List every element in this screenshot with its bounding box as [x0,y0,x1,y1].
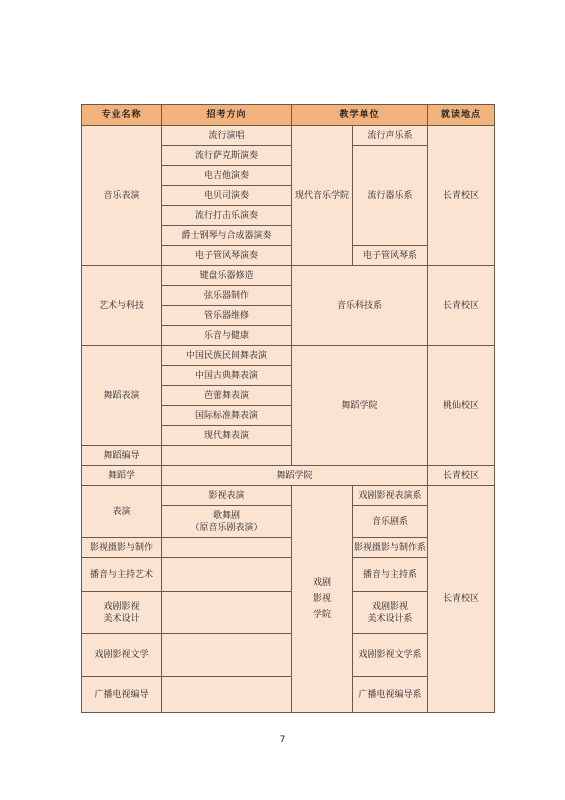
dept-line: 美术设计系 [367,613,413,624]
unit-music-tech: 音乐科技系 [292,266,428,346]
direction-cell-empty [162,634,292,677]
major-tv-directing: 广播电视编导 [82,677,162,713]
unit-dance-school: 舞蹈学院 [162,466,428,486]
major-line: 美术设计 [103,613,140,624]
direction-cell: 爵士钢琴与合成器演奏 [162,226,292,246]
major-design [82,592,162,634]
dept-cell: 电子管风琴系 [353,246,428,266]
header-campus: 就读地点 [428,105,495,126]
major-broadcasting: 播音与主持艺术 [82,558,162,592]
major-line: 戏剧影视 [103,601,140,612]
table-row [82,486,495,506]
major-dance: 舞蹈表演 [82,346,162,446]
direction-cell: 电贝司演奏 [162,186,292,206]
dept-cell: 戏剧影视表演系 [353,486,428,506]
page-number: 7 [279,735,286,745]
unit-line: 影视 [312,594,331,604]
direction-cell: 弦乐器制作 [162,286,292,306]
campus-cell: 长青校区 [428,266,495,346]
direction-cell-empty [162,538,292,558]
dept-cell: 影视摄影与制作系 [353,538,428,558]
direction-cell: 电子管风琴演奏 [162,246,292,266]
table-row [82,466,495,486]
direction-cell [162,506,292,538]
major-literature: 戏剧影视文学 [82,634,162,677]
unit-modern-music: 现代音乐学院 [292,126,353,266]
table-row [82,346,495,366]
header-major: 专业名称 [82,105,162,126]
dept-cell: 广播电视编导系 [353,677,428,713]
table-row [82,126,495,146]
major-dance-studies: 舞蹈学 [82,466,162,486]
direction-cell-empty [162,446,292,466]
direction-cell: 流行萨克斯演奏 [162,146,292,166]
dept-cell: 戏剧影视文学系 [353,634,428,677]
majors-table [81,104,495,713]
unit-line: 学院 [312,610,331,620]
direction-cell: 国际标准舞表演 [162,406,292,426]
dept-cell: 流行器乐系 [353,146,428,246]
table-row [82,266,495,286]
major-art-tech: 艺术与科技 [82,266,162,346]
major-choreography: 舞蹈编导 [82,446,162,466]
direction-cell: 现代舞表演 [162,426,292,446]
major-music: 音乐表演 [82,126,162,266]
header-unit: 教学单位 [292,105,428,126]
campus-cell: 桃仙校区 [428,346,495,466]
unit-dance-school: 舞蹈学院 [292,346,428,466]
major-performance: 表演 [82,486,162,538]
header-direction: 招考方向 [162,105,292,126]
dept-cell: 音乐剧系 [353,506,428,538]
direction-cell: 芭蕾舞表演 [162,386,292,406]
direction-cell: 流行演唱 [162,126,292,146]
direction-cell: 乐音与健康 [162,326,292,346]
direction-line: （原音乐剧表演） [190,522,263,533]
dept-line: 戏剧影视 [372,601,409,612]
dept-cell: 播音与主持系 [353,558,428,592]
unit-drama-school [292,486,353,713]
direction-cell-empty [162,558,292,592]
dept-cell [353,592,428,634]
dept-cell: 流行声乐系 [353,126,428,146]
major-photography: 影视摄影与制作 [82,538,162,558]
unit-line: 戏剧 [312,578,331,588]
direction-cell: 管乐器维修 [162,306,292,326]
campus-cell: 长青校区 [428,466,495,486]
direction-cell: 中国古典舞表演 [162,366,292,386]
direction-cell: 中国民族民间舞表演 [162,346,292,366]
direction-cell-empty [162,677,292,713]
direction-line: 歌舞剧 [212,510,240,521]
direction-cell: 键盘乐器修造 [162,266,292,286]
direction-cell: 流行打击乐演奏 [162,206,292,226]
direction-cell: 影视表演 [162,486,292,506]
header-row [82,105,495,126]
direction-cell-empty [162,592,292,634]
campus-cell: 长青校区 [428,126,495,266]
direction-cell: 电吉他演奏 [162,166,292,186]
campus-cell: 长青校区 [428,486,495,713]
